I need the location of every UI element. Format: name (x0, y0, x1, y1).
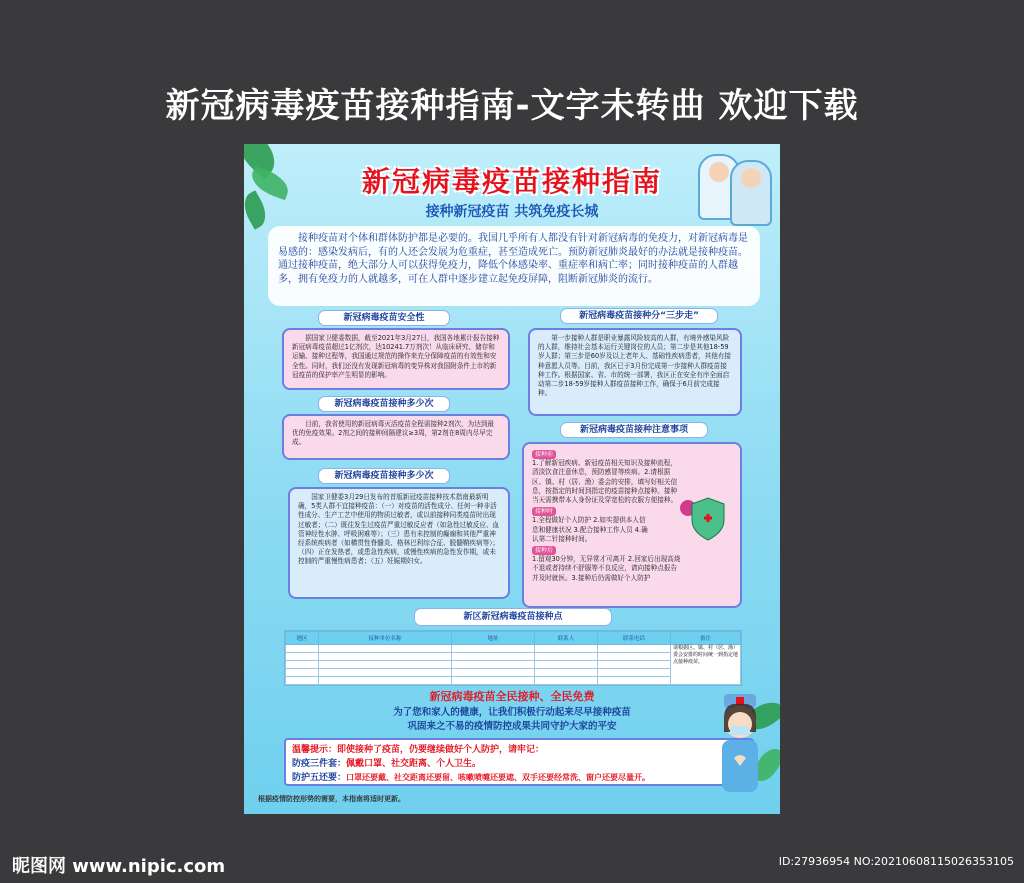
tips-text: 佩戴口罩、社交距离、个人卫生。 (346, 759, 482, 769)
poster-subtitle: 接种新冠疫苗 共筑免疫长城 (425, 204, 599, 220)
contraindications-box: 国家卫健委3月29日发布的首版新冠疫苗接种技术指南最新明确，5类人群不宜接种疫苗：（一）对疫苗的活性成分、任何一种非活性成分、生产工艺中使用的物质过敏者，或以前接种同类疫苗时出现过敏者；（二）既往发生过疫苗严重过敏反应者（如急性过敏反应、血管神经性水肿、呼吸困难等）；（三）患有未控制的癫痫和其他严重神经系统疾病者（如横贯性脊髓炎、格林巴利综合征、脱髓鞘疾病等）；（四）正在发热者，或患急性疾病，或慢性疾病的急性发作期，或未控制的严重慢性病患者；（五）妊娠期妇女。 (288, 487, 510, 599)
slogan-line-2: 为了您和家人的健康，让我们积极行动起来尽早接种疫苗 (393, 707, 631, 718)
tips-text: 口罩还要戴、社交距离还要留、咳嗽喷嚏还要遮、双手还要经常洗、窗户还要尽量开。 (346, 773, 651, 782)
times-box: 目前，我省使用的新冠病毒灭活疫苗全程需接种2剂次，为达到最优的免疫效果。2剂之间的接种间隔建议≥3周，第2剂在8周内尽早完成。 (282, 414, 510, 460)
page-heading: 新冠病毒疫苗接种指南-文字未转曲 欢迎下载 (165, 86, 859, 126)
table-header: 地区 (286, 632, 319, 645)
tag-after: 接种后 (532, 546, 556, 555)
section-title-contraindications: 新冠病毒疫苗接种多少次 (318, 468, 450, 484)
footnote: 根据疫情防控形势的需要，本指南将适时更新。 (258, 795, 405, 803)
vaccination-sites-table (284, 630, 742, 686)
section-title-notes: 新冠病毒疫苗接种注意事项 (560, 422, 708, 438)
table-header: 联系电话 (598, 632, 671, 645)
slogan-line-3: 巩固来之不易的疫情防控成果共同守护大家的平安 (407, 721, 617, 732)
poster-title: 新冠病毒疫苗接种指南 (361, 165, 662, 198)
section-title-times: 新冠病毒疫苗接种多少次 (318, 396, 450, 412)
vaccine-poster (244, 144, 780, 814)
steps-box: 第一步接种人群是职业暴露风险较高的人群，有境外感染风险的人群，维持社会基本运行关键岗位的人员；第二步是其他18-59岁人群；第三步是60岁及以上老年人、基础性疾病患者，其他有接种意愿人员等。目前，我区已于3月份完成第一步接种人群疫苗接种工作。根据国家、省、市的统一部署，我区正在安全有序全面启动第二步18-59岁接种人群疫苗接种工作，确保于6月前完成接种。 (528, 328, 742, 416)
table-header: 联系人 (535, 632, 598, 645)
notes-box (522, 442, 742, 608)
nurse-illustration (712, 692, 768, 804)
watermark-left: 昵图网 www.nipic.com (12, 856, 226, 877)
doctor-illustration (730, 160, 772, 226)
table-header: 地址 (452, 632, 535, 645)
tips-text: 即使接种了疫苗，仍要继续做好个人防护，请牢记： (337, 745, 545, 755)
section-title-steps: 新冠病毒疫苗接种分“三步走” (560, 308, 718, 324)
section-title-safety: 新冠病毒疫苗安全性 (318, 310, 450, 326)
table-note: 请根据区、镇、村（居、渔）委会安排的时间统一到指定地点接种疫苗。 (671, 645, 741, 685)
table-header: 接种单位名称 (319, 632, 452, 645)
notes-before-text: 1.了解新冠疾病、新冠疫苗相关知识及接种流程，清淡饮食注意休息，预防感冒等疾病。2.请根据区、镇、村（居、渔）委会的安排，填写好相关信息，按指定的时间到指定的疫苗接种点接种。接种当天需携带本人身份证及穿宽松的衣服方便接种。 (532, 459, 678, 505)
intro-text: 接种疫苗对个体和群体防护都是必要的。我国几乎所有人都没有针对新冠病毒的免疫力，对新冠病毒是易感的：感染发病后，有的人还会发展为危重症，甚至造成死亡。预防新冠肺炎最好的办法就是接种疫苗。通过接种疫苗，绝大部分人可以获得免疫力，降低个体感染率、重症率和病亡率；同时接种疫苗的人群越多，拥有免疫力的人就越多，可在人群中逐步建立起免疫屏障，阻断新冠肺炎的流行。 (268, 226, 760, 306)
notes-during-text: 1.全程做好个人防护 2.如实提供本人信息和健康状况 3.配合接种工作人员 4.确认第二针接种时间。 (532, 516, 648, 543)
virus-shield-icon (674, 488, 734, 548)
tips-label: 防疫三件套： (292, 759, 347, 769)
table-header: 备注 (671, 632, 741, 645)
slogan-line-1: 新冠病毒疫苗全民接种、全民免费 (429, 690, 595, 703)
tips-label: 温馨提示： (292, 745, 338, 755)
table-title: 新区新冠病毒疫苗接种点 (414, 608, 612, 626)
notes-after-text: 1.留观30分钟，无异常才可离开 2.回家后出现高烧不退或者持续不舒服等不良反应，请向接种点报告并及时就医。3.接种后仍需做好个人防护 (532, 555, 681, 582)
tag-during: 接种时 (532, 507, 556, 516)
watermark-right: ID:27936954 NO:20210608115026353105 (778, 855, 1014, 868)
tag-before: 接种前 (532, 450, 556, 459)
tips-label: 防护五还要： (292, 773, 347, 783)
safety-box: 据国家卫健委数据，截至2021年3月27日，我国各地累计报告接种新冠病毒疫苗超过1亿剂次，达10241.7万剂次！从临床研究、储存和运输、接种过程等，我国通过规范的操作来充分保障疫苗的有效性和安全性。同时，我们还没有发现新冠病毒的变异株对我国附条件上市的新冠疫苗的保护率产生明显的影响。 (282, 328, 510, 390)
tips-box (284, 738, 754, 786)
table-row (286, 645, 741, 653)
